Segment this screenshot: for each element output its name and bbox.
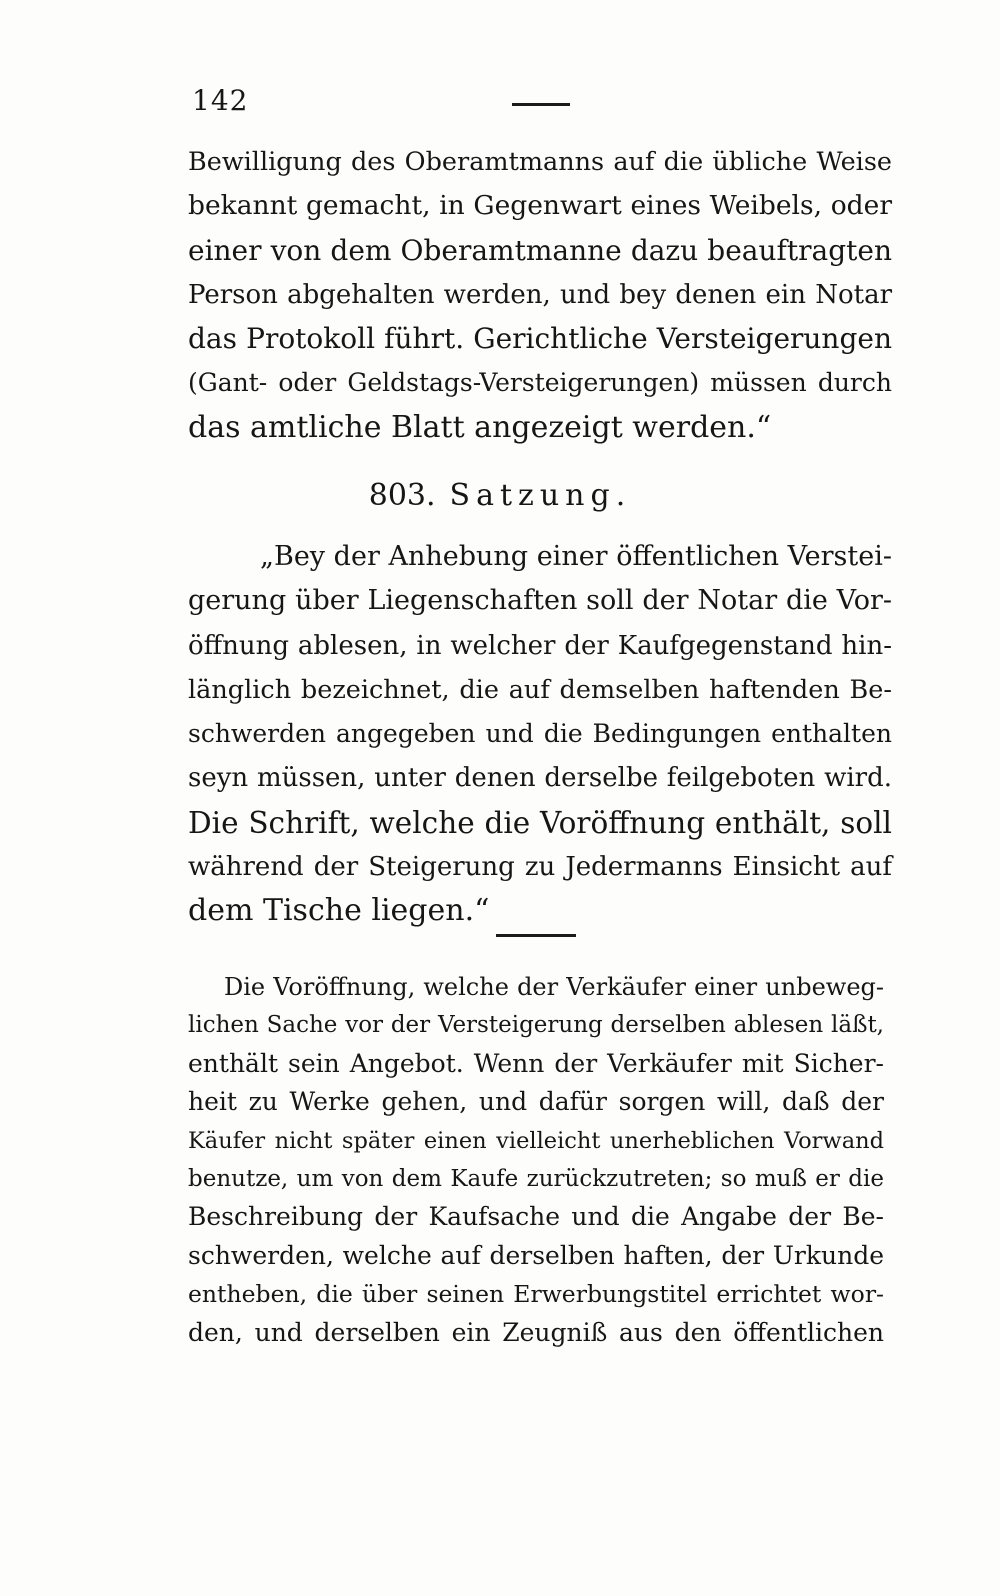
text-line: schwerden, welche auf derselben haften, der Urkunde bbox=[188, 1240, 884, 1270]
text-line: Beschreibung der Kaufsache und die Angabe der Be- bbox=[188, 1202, 884, 1232]
text-line: Die Schrift, welche die Voröffnung enthält, soll bbox=[188, 805, 892, 840]
text-line: gerung über Liegenschaften soll der Notar die Vor- bbox=[188, 585, 892, 617]
text-line: seyn müssen, unter denen derselbe feilgeboten wird. bbox=[188, 763, 892, 794]
text-line: Die Voröffnung, welche der Verkäufer einer unbeweg- bbox=[224, 973, 884, 1001]
text-line: enthält sein Angebot. Wenn der Verkäufer mit Sicher- bbox=[188, 1048, 884, 1078]
section-heading bbox=[0, 474, 1000, 518]
header-rule bbox=[512, 103, 570, 106]
text-line: den, und derselben ein Zeugniß aus den öffentlichen bbox=[188, 1317, 884, 1347]
text-line: dem Tische liegen.“ bbox=[188, 893, 490, 929]
text-line: einer von dem Oberamtmanne dazu beauftragten bbox=[188, 233, 892, 267]
text-line: lichen Sache vor der Versteigerung derselben ablesen läßt, bbox=[188, 1012, 884, 1039]
text-line: entheben, die über seinen Erwerbungstitel errichtet wor- bbox=[188, 1280, 884, 1309]
text-line: während der Steigerung zu Jedermanns Einsicht auf bbox=[188, 852, 892, 883]
text-line: Bewilligung des Oberamtmanns auf die übliche Weise bbox=[188, 147, 892, 177]
paragraph-continued bbox=[188, 140, 892, 450]
text-line: benutze, um von dem Kaufe zurückzutreten; so muß er die bbox=[188, 1166, 884, 1193]
text-line: Käufer nicht später einen vielleicht unerheblichen Vorwand bbox=[188, 1127, 884, 1154]
text-line: „Bey der Anhebung einer öffentlichen Verstei- bbox=[260, 541, 892, 572]
text-line: das Protokoll führt. Gerichtliche Versteigerungen bbox=[188, 322, 892, 356]
section-number: 803. bbox=[368, 478, 436, 513]
text-line: heit zu Werke gehen, und dafür sorgen will, daß der bbox=[188, 1087, 884, 1117]
text-line: bekannt gemacht, in Gegenwart eines Weibels, oder bbox=[188, 190, 892, 222]
section-title: Satzung. bbox=[449, 478, 632, 513]
text-line: (Gant- oder Geldstags-Versteigerungen) müssen durch bbox=[188, 368, 892, 398]
statute-paragraph bbox=[188, 535, 892, 934]
section-divider-rule bbox=[496, 934, 576, 937]
page-number: 142 bbox=[192, 84, 249, 117]
text-line: öffnung ablesen, in welcher der Kaufgegenstand hin- bbox=[188, 630, 892, 661]
commentary-paragraph bbox=[188, 968, 884, 1352]
text-line: länglich bezeichnet, die auf demselben haftenden Be- bbox=[188, 674, 892, 705]
text-line: schwerden angegeben und die Bedingungen enthalten bbox=[188, 719, 892, 749]
text-line: Person abgehalten werden, und bey denen ein Notar bbox=[188, 279, 892, 310]
text-line: das amtliche Blatt angezeigt werden.“ bbox=[188, 409, 772, 445]
